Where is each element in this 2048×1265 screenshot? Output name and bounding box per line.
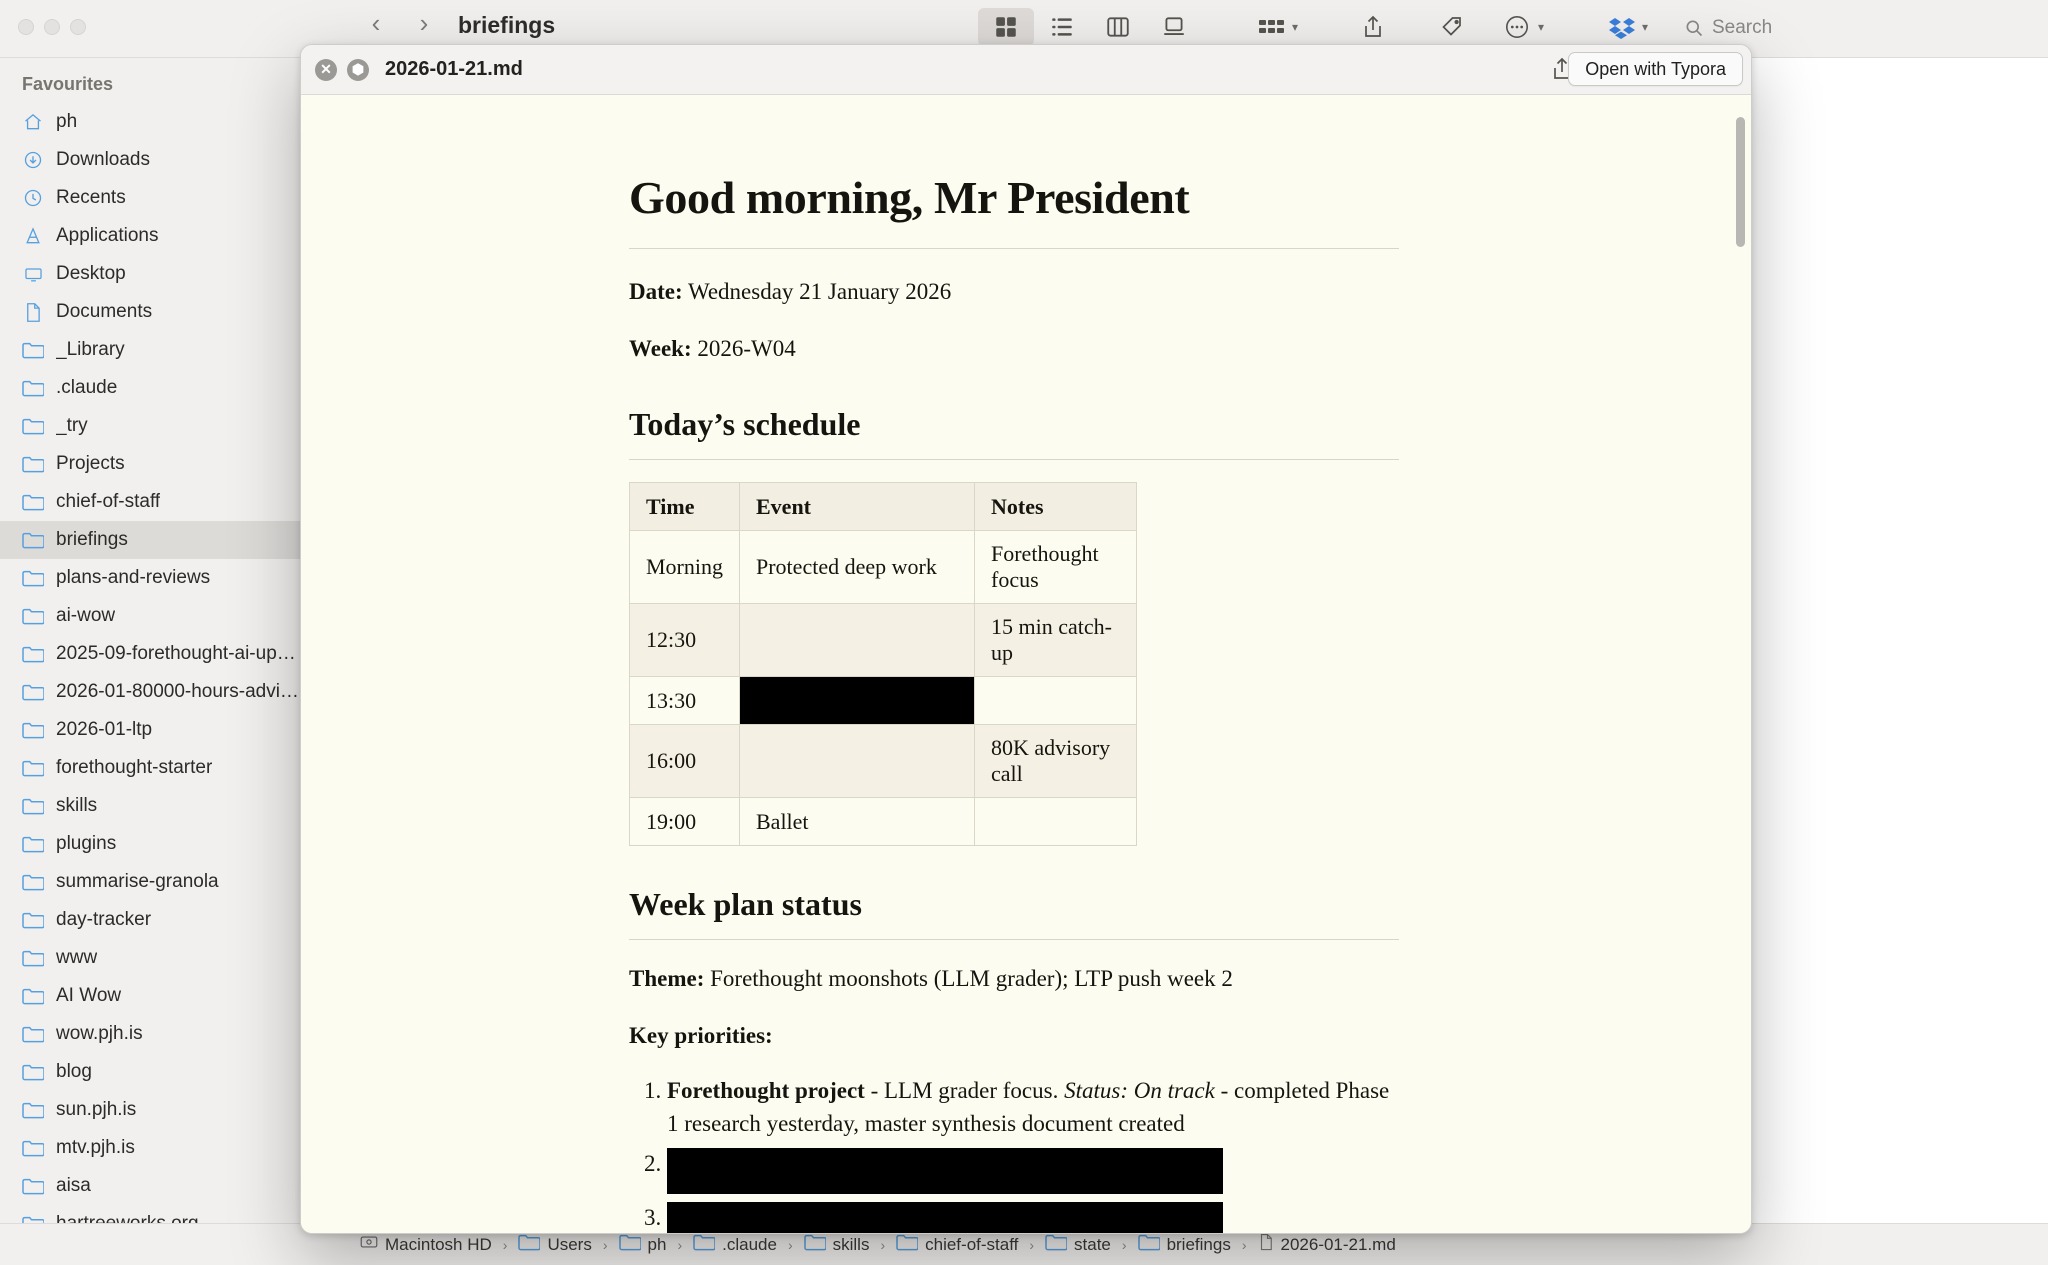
- close-window-button[interactable]: [18, 19, 34, 35]
- cell-event-redacted: [740, 604, 975, 677]
- folder-icon: [896, 1233, 918, 1256]
- folder-icon: [22, 605, 44, 627]
- sidebar-item-applications[interactable]: [0, 217, 305, 255]
- grid-icon: [993, 14, 1019, 40]
- path-segment[interactable]: [518, 1233, 591, 1256]
- column-header-time: Time: [630, 483, 740, 531]
- sidebar-item-day-tracker[interactable]: [0, 901, 305, 939]
- cell-event-redacted: [740, 677, 975, 725]
- week-value: 2026-W04: [697, 335, 796, 361]
- sidebar-item-label: Documents: [56, 301, 153, 322]
- sidebar-item-label: AI Wow: [56, 985, 122, 1006]
- path-separator: ›: [880, 1236, 886, 1253]
- sidebar-item-downloads[interactable]: [0, 141, 305, 179]
- cell-notes: Forethought focus: [975, 531, 1137, 604]
- table-header-row: [630, 483, 1137, 531]
- sidebar-item-label: Downloads: [56, 149, 150, 170]
- sidebar-item-label: day-tracker: [56, 909, 152, 930]
- document-title: Good morning, Mr President: [629, 171, 1399, 249]
- sidebar-item-label: sun.pjh.is: [56, 1099, 137, 1120]
- desktop-icon: [22, 263, 44, 285]
- sidebar-item-plans-and-reviews[interactable]: [0, 559, 305, 597]
- path-separator: ›: [1121, 1236, 1127, 1253]
- table-row: [630, 677, 1137, 725]
- cell-event-redacted: [740, 725, 975, 798]
- path-segment-label: chief-of-staff: [925, 1234, 1019, 1254]
- folder-icon: [22, 1137, 44, 1159]
- path-separator: ›: [1241, 1236, 1247, 1253]
- path-segment[interactable]: [360, 1234, 492, 1255]
- quicklook-fullscreen-button[interactable]: ⬢: [347, 59, 369, 81]
- document-icon: [22, 301, 44, 323]
- navigation-arrows[interactable]: [365, 8, 435, 39]
- clock-icon: [22, 187, 44, 209]
- folder-icon: [22, 1175, 44, 1197]
- folder-icon: [22, 757, 44, 779]
- quicklook-scrollbar[interactable]: [1736, 117, 1745, 247]
- folder-icon: [22, 719, 44, 741]
- list-item: [667, 1148, 1399, 1194]
- chevron-down-icon: ▾: [1292, 20, 1299, 34]
- folder-icon: [619, 1233, 641, 1256]
- finder-sidebar: [0, 58, 305, 1265]
- search-icon: [1684, 18, 1704, 38]
- group-by-button[interactable]: [1258, 8, 1298, 46]
- list-item: [667, 1075, 1399, 1140]
- sidebar-item-desktop[interactable]: [0, 255, 305, 293]
- sidebar-item-ai-wow[interactable]: [0, 597, 305, 635]
- file-icon: [1258, 1233, 1274, 1256]
- date-value: Wednesday 21 January 2026: [687, 279, 952, 304]
- table-row: [630, 725, 1137, 798]
- priority-title: Forethought project: [667, 1078, 865, 1103]
- applications-icon: [22, 225, 44, 247]
- folder-icon: [1045, 1233, 1067, 1256]
- finder-folder-title: briefings: [458, 12, 556, 38]
- sidebar-item-label: forethought-starter: [56, 757, 213, 778]
- sidebar-item-mtv-pjh-is[interactable]: [0, 1129, 305, 1167]
- folder-icon: [22, 453, 44, 475]
- ellipsis-icon: [1502, 8, 1532, 46]
- path-segment[interactable]: [1045, 1233, 1111, 1256]
- gallery-icon: [1161, 14, 1187, 40]
- path-segment-label: .claude: [722, 1234, 777, 1254]
- priority-text: - LLM grader focus.: [864, 1078, 1065, 1103]
- tag-icon: [1440, 8, 1464, 46]
- sidebar-item-summarise-granola[interactable]: [0, 863, 305, 901]
- folder-icon: [22, 871, 44, 893]
- sidebar-item-label: blog: [56, 1061, 92, 1082]
- sidebar-item-2026-01-ltp[interactable]: [0, 711, 305, 749]
- sidebar-item-label: summarise-granola: [56, 871, 219, 892]
- path-segment-label: skills: [832, 1234, 870, 1254]
- sidebar-item-label: 2026-01-80000-hours-advi…: [56, 681, 299, 702]
- path-segment-label: Users: [547, 1234, 592, 1254]
- folder-icon: [22, 415, 44, 437]
- table-row: [630, 798, 1137, 846]
- folder-icon: [693, 1233, 715, 1256]
- priorities-label: [629, 1019, 1399, 1054]
- gallery-view-button[interactable]: [1146, 8, 1202, 46]
- sidebar-item-ai-wow[interactable]: [0, 977, 305, 1015]
- week-plan-heading: Week plan status: [629, 886, 1399, 940]
- sidebar-item-try[interactable]: [0, 407, 305, 445]
- path-separator: ›: [1029, 1236, 1035, 1253]
- search-field[interactable]: [1684, 12, 2014, 44]
- sidebar-item-label: Applications: [56, 225, 159, 246]
- cell-event: Protected deep work: [740, 531, 975, 604]
- path-separator: ›: [787, 1236, 793, 1253]
- folder-icon: [22, 1023, 44, 1045]
- back-button[interactable]: ‹: [371, 8, 381, 38]
- table-row: [630, 604, 1137, 677]
- sidebar-item-chief-of-staff[interactable]: [0, 483, 305, 521]
- sidebar-item-2025-09-forethought-ai-up[interactable]: [0, 635, 305, 673]
- document-date-line: [629, 275, 1399, 310]
- schedule-table: [629, 482, 1137, 846]
- list-item: [667, 1202, 1399, 1234]
- dropbox-button[interactable]: [1608, 8, 1648, 46]
- share-button[interactable]: [1362, 8, 1384, 46]
- window-traffic-lights[interactable]: [18, 19, 86, 35]
- redacted-block: [667, 1202, 1223, 1234]
- column-header-notes: Notes: [975, 483, 1137, 531]
- quicklook-titlebar: [301, 45, 1751, 95]
- cell-notes: [975, 677, 1137, 725]
- sidebar-item-briefings[interactable]: [0, 521, 305, 559]
- sidebar-item-label: Projects: [56, 453, 125, 474]
- folder-icon: [22, 681, 44, 703]
- folder-icon: [22, 491, 44, 513]
- priorities-label-text: Key priorities:: [629, 1022, 773, 1048]
- minimise-window-button[interactable]: [44, 19, 60, 35]
- folder-icon: [804, 1233, 826, 1256]
- list-icon: [1049, 14, 1075, 40]
- sidebar-item-aisa[interactable]: [0, 1167, 305, 1205]
- folder-icon: [518, 1233, 540, 1256]
- icon-view-button[interactable]: [978, 8, 1034, 46]
- table-row: [630, 531, 1137, 604]
- sidebar-item-label: 2025-09-forethought-ai-up…: [56, 643, 296, 664]
- sidebar-item-plugins[interactable]: [0, 825, 305, 863]
- sidebar-item-skills[interactable]: [0, 787, 305, 825]
- open-with-typora-button[interactable]: Open with Typora: [1568, 52, 1743, 86]
- path-segment[interactable]: [1258, 1233, 1396, 1256]
- more-actions-button[interactable]: [1502, 8, 1544, 46]
- folder-icon: [22, 339, 44, 361]
- sidebar-item-label: briefings: [56, 529, 128, 550]
- theme-value: Forethought moonshots (LLM grader); LTP push week 2: [710, 966, 1233, 991]
- sidebar-item-label: Desktop: [56, 263, 126, 284]
- folder-icon: [22, 529, 44, 551]
- date-label: Date:: [629, 279, 683, 304]
- downloads-icon: [22, 149, 44, 171]
- cell-event: Ballet: [740, 798, 975, 846]
- priorities-list: [629, 1075, 1399, 1234]
- path-segment[interactable]: [619, 1233, 667, 1256]
- folder-icon: [22, 643, 44, 665]
- sidebar-item-2026-01-80000-hours-advi[interactable]: [0, 673, 305, 711]
- quicklook-filename: 2026-01-21.md: [385, 58, 523, 80]
- sidebar-item-label: plugins: [56, 833, 117, 854]
- cell-time: 19:00: [630, 798, 740, 846]
- theme-label: Theme:: [629, 966, 705, 991]
- chevron-down-icon: ▾: [1642, 20, 1649, 34]
- chevron-down-icon: ▾: [1538, 20, 1545, 34]
- folder-icon: [22, 909, 44, 931]
- sidebar-item-claude[interactable]: [0, 369, 305, 407]
- share-icon: [1362, 8, 1384, 46]
- path-segment[interactable]: [896, 1233, 1018, 1256]
- sidebar-item-forethought-starter[interactable]: [0, 749, 305, 787]
- quicklook-close-button[interactable]: ✕: [315, 59, 337, 81]
- sidebar-item-label: www: [56, 947, 98, 968]
- sidebar-items: [0, 103, 305, 1265]
- group-by-icon: [1258, 8, 1286, 46]
- tag-button[interactable]: [1440, 8, 1464, 46]
- sidebar-item-label: mtv.pjh.is: [56, 1137, 135, 1158]
- theme-line: [629, 962, 1399, 997]
- document-week-line: [629, 332, 1399, 367]
- sidebar-item-blog[interactable]: [0, 1053, 305, 1091]
- folder-icon: [22, 985, 44, 1007]
- sidebar-item-documents[interactable]: [0, 293, 305, 331]
- quicklook-window: [300, 44, 1752, 1234]
- sidebar-item-label: .claude: [56, 377, 118, 398]
- schedule-heading: Today’s schedule: [629, 406, 1399, 460]
- week-label: Week:: [629, 335, 692, 361]
- view-switcher[interactable]: [978, 8, 1202, 46]
- sidebar-item-label: Recents: [56, 187, 126, 208]
- path-segment[interactable]: [804, 1233, 870, 1256]
- list-view-button[interactable]: [1034, 8, 1090, 46]
- sidebar-item-label: chief-of-staff: [56, 491, 161, 512]
- sidebar-item-label: skills: [56, 795, 98, 816]
- cell-time: 13:30: [630, 677, 740, 725]
- sidebar-item-projects[interactable]: [0, 445, 305, 483]
- columns-icon: [1105, 14, 1131, 40]
- path-separator: ›: [502, 1236, 508, 1253]
- forward-button[interactable]: ›: [419, 8, 429, 38]
- folder-icon: [22, 1061, 44, 1083]
- cell-notes: 80K advisory call: [975, 725, 1137, 798]
- zoom-window-button[interactable]: [70, 19, 86, 35]
- path-segment[interactable]: [693, 1233, 777, 1256]
- sidebar-item-ph[interactable]: [0, 103, 305, 141]
- sidebar-item-label: _try: [56, 415, 88, 436]
- sidebar-item-label: ph: [56, 111, 78, 132]
- sidebar-item-wow-pjh-is[interactable]: [0, 1015, 305, 1053]
- dropbox-icon: [1608, 8, 1636, 46]
- path-separator: ›: [602, 1236, 608, 1253]
- folder-icon: [1138, 1233, 1160, 1256]
- sidebar-item-recents[interactable]: [0, 179, 305, 217]
- sidebar-item-www[interactable]: [0, 939, 305, 977]
- path-segment-label: state: [1074, 1234, 1111, 1254]
- sidebar-item-label: plans-and-reviews: [56, 567, 211, 588]
- column-view-button[interactable]: [1090, 8, 1146, 46]
- path-separator: ›: [677, 1236, 683, 1253]
- folder-icon: [22, 377, 44, 399]
- path-segment-label: ph: [647, 1234, 667, 1254]
- sidebar-item-label: wow.pjh.is: [56, 1023, 143, 1044]
- cell-notes: 15 min catch-up: [975, 604, 1137, 677]
- cell-time: 12:30: [630, 604, 740, 677]
- markdown-document: [301, 95, 1751, 1234]
- priority-status: Status: On track: [1064, 1078, 1215, 1103]
- search-placeholder: Search: [1712, 17, 1773, 38]
- sidebar-item-label: 2026-01-ltp: [56, 719, 153, 740]
- home-icon: [22, 111, 44, 133]
- quicklook-preview: [301, 95, 1751, 1234]
- cell-notes: [975, 798, 1137, 846]
- sidebar-item-label: aisa: [56, 1175, 91, 1196]
- folder-icon: [22, 795, 44, 817]
- path-segment-label: briefings: [1166, 1234, 1231, 1254]
- folder-icon: [22, 833, 44, 855]
- folder-icon: [22, 1099, 44, 1121]
- disk-icon: [360, 1234, 378, 1255]
- folder-icon: [22, 947, 44, 969]
- path-segment-label: Macintosh HD: [385, 1234, 492, 1254]
- sidebar-item-label: _Library: [56, 339, 125, 360]
- column-header-event: Event: [740, 483, 975, 531]
- cell-time: Morning: [630, 531, 740, 604]
- path-segment[interactable]: [1138, 1233, 1231, 1256]
- sidebar-heading: Favourites: [22, 74, 114, 94]
- sidebar-item-sun-pjh-is[interactable]: [0, 1091, 305, 1129]
- sidebar-item-label: ai-wow: [56, 605, 116, 626]
- priority-tail: - completed Phase 1 research yesterday, master synthesis document created: [667, 1078, 1390, 1136]
- path-segment-label: 2026-01-21.md: [1280, 1234, 1396, 1254]
- folder-icon: [22, 567, 44, 589]
- redacted-block: [667, 1148, 1223, 1194]
- cell-time: 16:00: [630, 725, 740, 798]
- sidebar-item-library[interactable]: [0, 331, 305, 369]
